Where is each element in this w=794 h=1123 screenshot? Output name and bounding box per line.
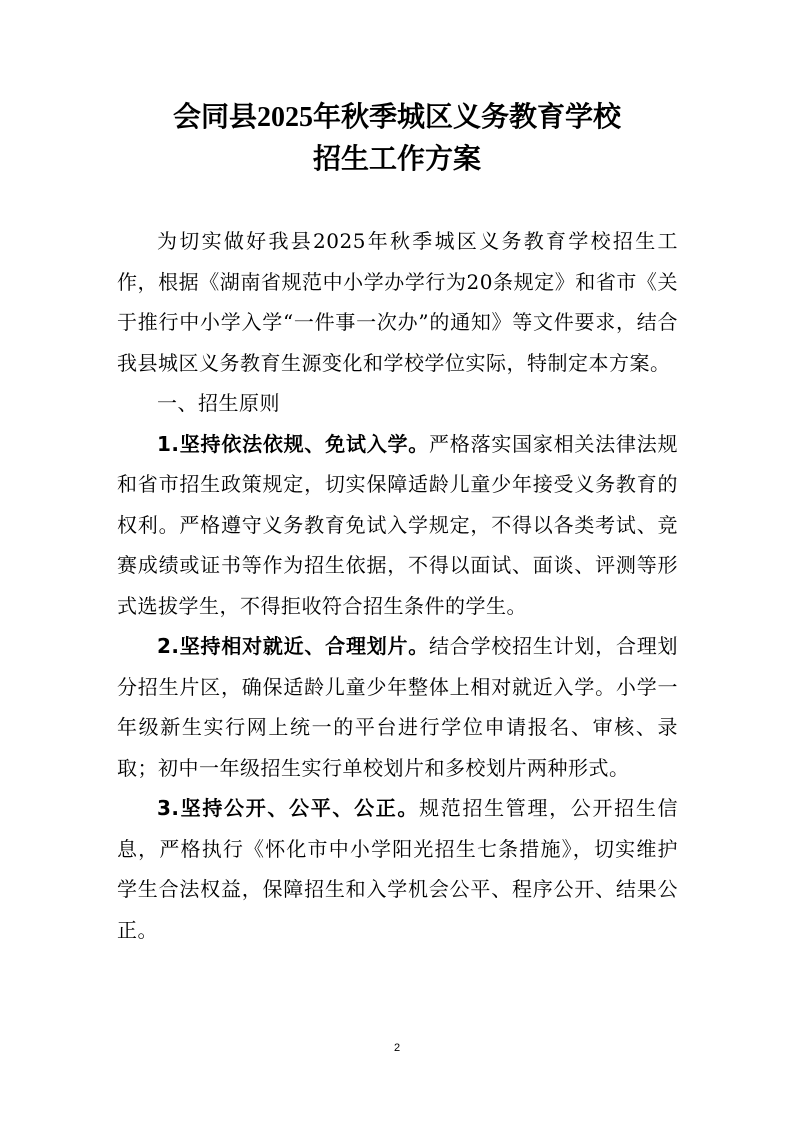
page-number: 2 [393,1042,401,1054]
intro-paragraph: 为切实做好我县2025年秋季城区义务教育学校招生工作，根据《湖南省规范中小学办学行为20条规定》和省市《关于推行中小学入学“一件事一次办”的通知》等文件要求，结合我县城区义务教育生源变化和学校学位实际，特制定本方案。 [117,229,678,375]
principle-text-3: 规范招生管理，公开招生信息，严格执行《怀化市中小学阳光招生七条措施》，切实维护学生合法权益，保障招生和入学机会公平、程序公开、结果公正。 [117,796,678,942]
document-title-line-2: 招生工作方案 [312,144,481,175]
document-body [117,221,678,950]
principle-lead-2: 2.坚持相对就近、合理划片。 [157,634,430,658]
section-heading-principles: 一、招生原则 [157,391,280,415]
principle-paragraph-3 [117,788,678,950]
principle-paragraph-1 [117,424,678,627]
principle-text-1: 严格落实国家相关法律法规和省市招生政策规定，切实保障适龄儿童少年接受义务教育的权利。严格遵守义务教育免试入学规定，不得以各类考试、竞赛成绩或证书等作为招生依据，不得以面试、面谈、评测等形式选拔学生，不得拒收符合招生条件的学生。 [117,431,679,618]
document-title-line-1: 会同县2025年秋季城区义务教育学校 [172,102,621,133]
principle-paragraph-2 [117,626,678,788]
principle-lead-3: 3.坚持公开、公平、公正。 [157,796,420,820]
principle-text-2: 结合学校招生计划，合理划分招生片区，确保适龄儿童少年整体上相对就近入学。小学一年级新生实行网上统一的平台进行学位申请报名、审核、录取；初中一年级招生实行单校划片和多校划片两种形式。 [117,634,679,780]
principle-lead-1: 1.坚持依法依规、免试入学。 [157,431,430,456]
